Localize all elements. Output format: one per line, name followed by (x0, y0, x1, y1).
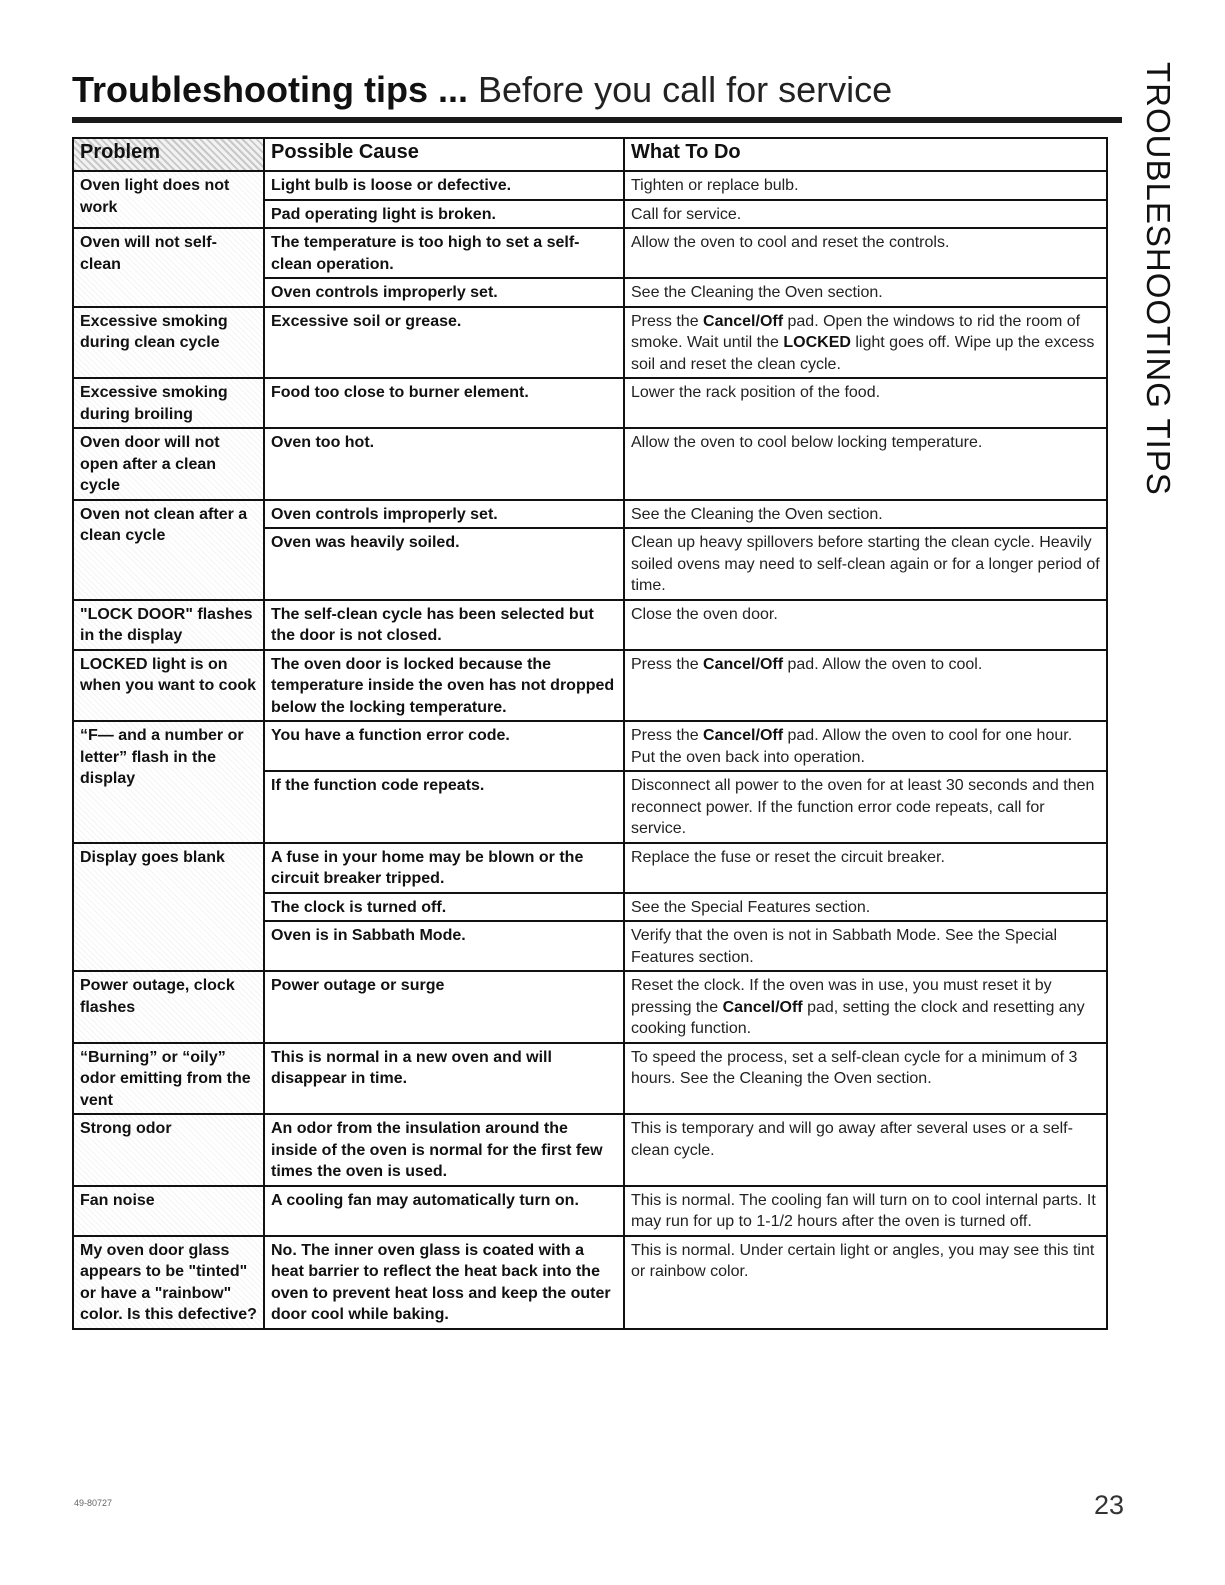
problem-cell: Oven will not self-clean (73, 228, 264, 307)
cause-cell: The clock is turned off. (264, 893, 624, 922)
title-light: Before you call for service (478, 69, 893, 110)
cause-cell: You have a function error code. (264, 721, 624, 771)
page-number: 23 (1094, 1490, 1125, 1520)
todo-cell: Press the Cancel/Off pad. Allow the oven to cool for one hour. Put the oven back into operation. (624, 721, 1107, 771)
todo-cell: See the Cleaning the Oven section. (624, 278, 1107, 307)
table-row (73, 500, 1107, 529)
table-row (73, 600, 1107, 650)
cause-cell: The temperature is too high to set a self-clean operation. (264, 228, 624, 278)
cause-cell: A fuse in your home may be blown or the circuit breaker tripped. (264, 843, 624, 893)
todo-cell: Call for service. (624, 200, 1107, 229)
cause-cell: This is normal in a new oven and will disappear in time. (264, 1043, 624, 1115)
todo-cell: Lower the rack position of the food. (624, 378, 1107, 428)
todo-cell: Allow the oven to cool below locking temperature. (624, 428, 1107, 500)
table-row (73, 378, 1107, 428)
side-tab (1128, 62, 1188, 532)
problem-cell: Excessive smoking during broiling (73, 378, 264, 428)
todo-cell: Reset the clock. If the oven was in use, you must reset it by pressing the Cancel/Off pad, setting the clock and resetting any cooking function. (624, 971, 1107, 1043)
todo-cell: Tighten or replace bulb. (624, 171, 1107, 200)
problem-cell: “F— and a number or letter” flash in the display (73, 721, 264, 843)
table-row (73, 171, 1107, 200)
table-row (73, 843, 1107, 893)
problem-cell: Fan noise (73, 1186, 264, 1236)
todo-cell: See the Special Features section. (624, 893, 1107, 922)
problem-cell: My oven door glass appears to be "tinted" or have a "rainbow" color. Is this defective? (73, 1236, 264, 1329)
cause-cell: Excessive soil or grease. (264, 307, 624, 379)
todo-cell: Close the oven door. (624, 600, 1107, 650)
cause-cell: Light bulb is loose or defective. (264, 171, 624, 200)
table-row (73, 307, 1107, 379)
cause-cell: Oven controls improperly set. (264, 500, 624, 529)
table-row (73, 428, 1107, 500)
header-cause: Possible Cause (264, 138, 624, 171)
problem-cell: Strong odor (73, 1114, 264, 1186)
document-code: 49-80727 (74, 1498, 113, 1508)
table-row (73, 228, 1107, 278)
cause-cell: Power outage or surge (264, 971, 624, 1043)
todo-cell: Allow the oven to cool and reset the controls. (624, 228, 1107, 278)
cause-cell: The self-clean cycle has been selected but the door is not closed. (264, 600, 624, 650)
cause-cell: If the function code repeats. (264, 771, 624, 843)
todo-cell: Press the Cancel/Off pad. Allow the oven to cool. (624, 650, 1107, 722)
page-title (72, 68, 892, 112)
troubleshooting-table (72, 137, 1108, 1330)
todo-cell: To speed the process, set a self-clean cycle for a minimum of 3 hours. See the Cleaning the Oven section. (624, 1043, 1107, 1115)
problem-cell: "LOCK DOOR" flashes in the display (73, 600, 264, 650)
side-tab-label: TROUBLESHOOTING TIPS (1140, 62, 1177, 496)
todo-cell: Replace the fuse or reset the circuit breaker. (624, 843, 1107, 893)
problem-cell: Power outage, clock flashes (73, 971, 264, 1043)
problem-cell: Oven door will not open after a clean cycle (73, 428, 264, 500)
cause-cell: Pad operating light is broken. (264, 200, 624, 229)
title-bold: Troubleshooting tips ... (72, 69, 468, 110)
cause-cell: An odor from the insulation around the inside of the oven is normal for the first few times the oven is used. (264, 1114, 624, 1186)
problem-cell: “Burning” or “oily” odor emitting from the vent (73, 1043, 264, 1115)
problem-cell: Display goes blank (73, 843, 264, 972)
cause-cell: The oven door is locked because the temperature inside the oven has not dropped below the locking temperature. (264, 650, 624, 722)
todo-cell: This is normal. Under certain light or angles, you may see this tint or rainbow color. (624, 1236, 1107, 1329)
todo-cell: Verify that the oven is not in Sabbath Mode. See the Special Features section. (624, 921, 1107, 971)
todo-cell: Press the Cancel/Off pad. Open the windows to rid the room of smoke. Wait until the LOCKED light goes off. Wipe up the excess soil and reset the clean cycle. (624, 307, 1107, 379)
cause-cell: No. The inner oven glass is coated with a heat barrier to reflect the heat back into the oven to prevent heat loss and keep the outer door cool while baking. (264, 1236, 624, 1329)
todo-cell: This is temporary and will go away after several uses or a self-clean cycle. (624, 1114, 1107, 1186)
cause-cell: Oven too hot. (264, 428, 624, 500)
table-row (73, 1186, 1107, 1236)
table-header-row (73, 138, 1107, 171)
cause-cell: Food too close to burner element. (264, 378, 624, 428)
table-row (73, 1043, 1107, 1115)
problem-cell: Oven not clean after a clean cycle (73, 500, 264, 600)
table-row (73, 1236, 1107, 1329)
cause-cell: Oven is in Sabbath Mode. (264, 921, 624, 971)
header-problem: Problem (73, 138, 264, 171)
table-row (73, 650, 1107, 722)
problem-cell: Excessive smoking during clean cycle (73, 307, 264, 379)
title-rule (72, 117, 1122, 123)
todo-cell: This is normal. The cooling fan will turn on to cool internal parts. It may run for up to 1-1/2 hours after the oven is turned off. (624, 1186, 1107, 1236)
table-row (73, 721, 1107, 771)
cause-cell: Oven controls improperly set. (264, 278, 624, 307)
table-row (73, 1114, 1107, 1186)
problem-cell: Oven light does not work (73, 171, 264, 228)
todo-cell: Disconnect all power to the oven for at least 30 seconds and then reconnect power. If the function error code repeats, call for service. (624, 771, 1107, 843)
todo-cell: See the Cleaning the Oven section. (624, 500, 1107, 529)
cause-cell: A cooling fan may automatically turn on. (264, 1186, 624, 1236)
problem-cell: LOCKED light is on when you want to cook (73, 650, 264, 722)
header-todo: What To Do (624, 138, 1107, 171)
cause-cell: Oven was heavily soiled. (264, 528, 624, 600)
table-row (73, 971, 1107, 1043)
todo-cell: Clean up heavy spillovers before starting the clean cycle. Heavily soiled ovens may need to self-clean again or for a longer period of time. (624, 528, 1107, 600)
